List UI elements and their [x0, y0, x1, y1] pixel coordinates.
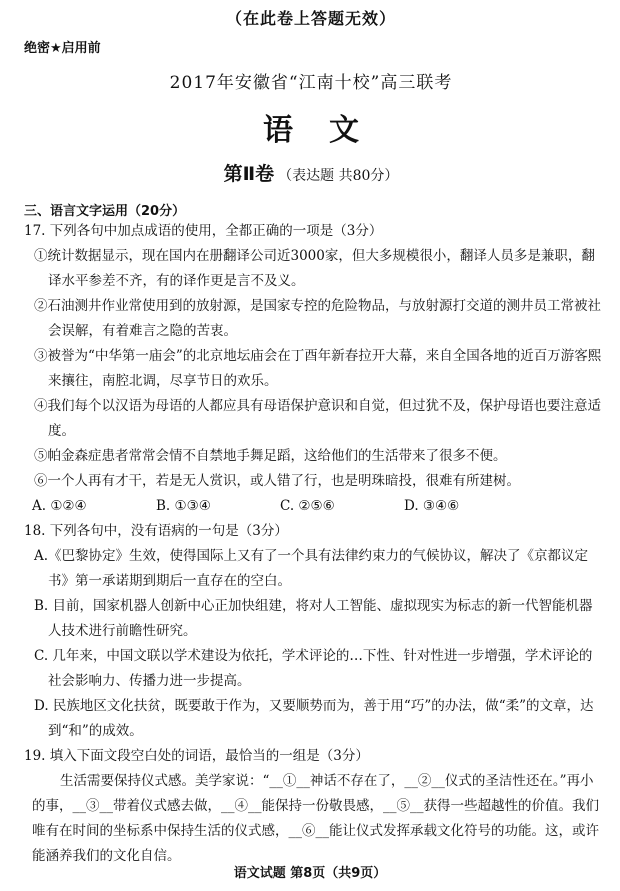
question-17-option-6: ⑥一个人再有才干，若是无人赏识，或人错了行，也是明珠暗投，很难有所建树。	[34, 473, 520, 489]
question-17-option-5: ⑤帕金森症患者常常会情不自禁地手舞足蹈，这给他们的生活带来了很多不便。	[34, 448, 507, 464]
question-18-option-a: A.《巴黎协定》生效，使得国际上又有了一个具有法律约束力的气候协议，解决了《京都议定书》第一承诺期到期后一直存在的空白。	[34, 548, 589, 589]
question-19-passage: 生活需要保持仪式感。美学家说：“__①__神话不存在了，__②__仪式的圣洁性还在。”再小的事，__③__带着仪式感去做，__④__能保持一份敬畏感，__⑤__获得一些超越性的价值。我们唯有在时间的坐标系中保持生活的仪式感，__⑥__能让仪式发挥承载文化符号的功能。这，或许能涵养我们的文化自信。	[32, 773, 599, 864]
section-title: 三、语言文字运用（20分）	[24, 204, 186, 219]
question-17-option-3: ③被誉为“中华第一庙会”的北京地坛庙会在丁酉年新春拉开大幕，来自全国各地的近百万游客熙来攘往，南腔北调，尽享节日的欢乐。	[34, 348, 602, 389]
volume-heading	[20, 159, 602, 186]
question-19-stem: 19. 填入下面文段空白处的词语，最恰当的一组是（3分）	[24, 748, 369, 764]
page-footer: 语文试题 第8页（共9页）	[233, 866, 387, 881]
question-18-option-d: D. 民族地区文化扶贫，既要敢于作为，又要顺势而为，善于用“巧”的办法，做“柔”的文章，达到“和”的成效。	[34, 698, 594, 739]
question-18-option-c: C. 几年来，中国文联以学术建设为依托，学术评论的…下性、针对性进一步增强，学术评论的社会影响力、传播力进一步提高。	[34, 648, 593, 689]
subject-title: 语文	[263, 113, 395, 148]
question-18-option-b: B. 目前，国家机器人创新中心正加快组建，将对人工智能、虚拟现实为标志的新一代智能机器人技术进行前瞻性研究。	[34, 598, 593, 639]
question-17-choice-c: C. ②⑤⑥	[280, 498, 335, 514]
question-17-choice-d: D. ③④⑥	[404, 498, 460, 514]
question-18	[20, 519, 602, 744]
question-17-option-4: ④我们每个以汉语为母语的人都应具有母语保护意识和自觉，但过犹不及，保护母语也要注意适度。	[34, 398, 601, 439]
question-17-option-2: ②石油测井作业常使用到的放射源，是国家专控的危险物品，与放射源打交道的测井员工常被社会误解，有着难言之隐的苦衷。	[34, 298, 601, 339]
volume-subtitle: （表达题 共80分）	[278, 168, 399, 184]
volume-label: 第Ⅱ卷	[223, 163, 275, 185]
question-17-option-1: ①统计数据显示，现在国内在册翻译公司近3000家，但大多规模很小，翻译人员多是兼职，翻译水平参差不齐，有的译作更是言不及义。	[34, 248, 595, 289]
question-19	[20, 744, 602, 869]
question-17-choice-a: A. ①②④	[32, 498, 87, 514]
header-note: （在此卷上答题无效）	[225, 9, 396, 28]
secret-label: 绝密★启用前	[24, 41, 101, 56]
exam-title: 2017年安徽省“江南十校”高三联考	[169, 73, 453, 93]
question-17-choices	[32, 494, 602, 519]
question-17-stem: 17. 下列各句中加点成语的使用，全都正确的一项是（3分）	[24, 223, 383, 239]
question-17	[20, 219, 602, 519]
question-18-stem: 18. 下列各句中，没有语病的一句是（3分）	[24, 523, 288, 539]
question-17-choice-b: B. ①③④	[156, 498, 211, 514]
